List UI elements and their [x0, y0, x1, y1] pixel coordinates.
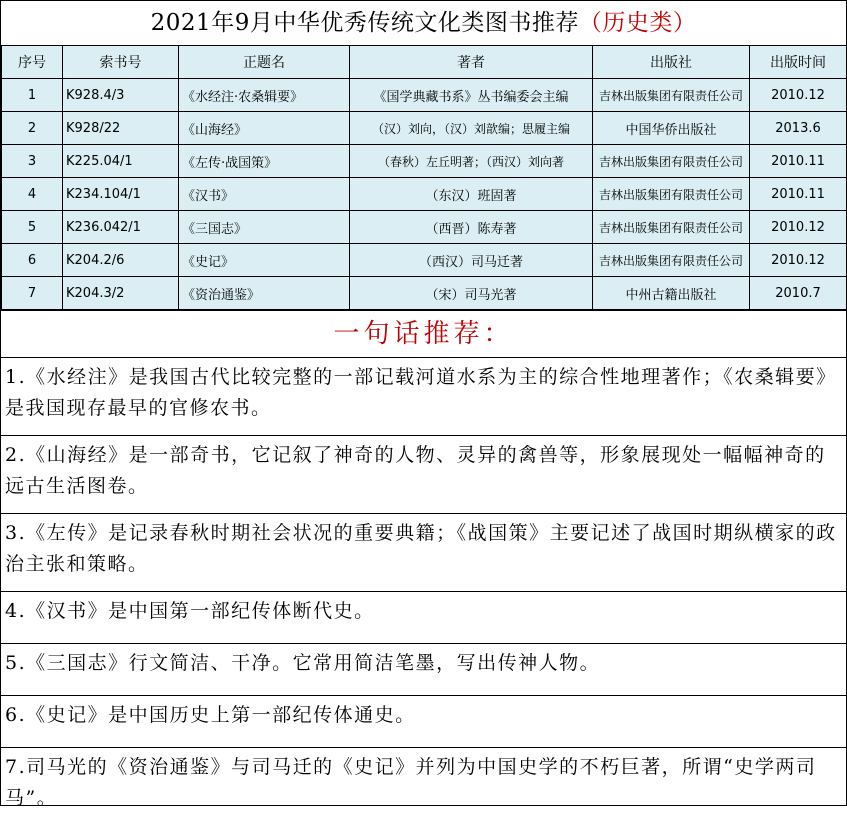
cell-title: 《水经注·农桑辑要》	[179, 79, 350, 112]
recommend-item: 7.司马光的《资治通鉴》与司马迁的《史记》并列为中国史学的不朽巨著，所谓“史学两司马”。	[5, 756, 817, 809]
cell-date: 2010.12	[750, 79, 847, 112]
cell-date: 2010.11	[750, 178, 847, 211]
cell-title: 《汉书》	[179, 178, 350, 211]
recommend-item: 2.《山海经》是一部奇书，它记叙了神奇的人物、灵异的禽兽等，形象展现处一幅幅神奇的远古生活图卷。	[1, 436, 846, 514]
cell-author: （西晋）陈寿著	[350, 211, 593, 244]
recommend-item: 5.《三国志》行文简洁、干净。它常用简洁笔墨，写出传神人物。	[1, 644, 846, 696]
cell-call-number: K928.4/3	[63, 79, 179, 112]
table-row	[2, 277, 847, 310]
cell-call-number: K236.042/1	[63, 211, 179, 244]
table-row	[2, 244, 847, 277]
cell-author: （宋）司马光著	[350, 277, 593, 310]
cell-publisher: 吉林出版集团有限责任公司	[593, 244, 750, 277]
cell-publisher: 吉林出版集团有限责任公司	[593, 178, 750, 211]
cell-call-number: K225.04/1	[63, 145, 179, 178]
recommend-item: 6.《史记》是中国历史上第一部纪传体通史。	[1, 696, 846, 748]
table-row	[2, 178, 847, 211]
cell-call-number: K928/22	[63, 112, 179, 145]
header-publisher: 出版社	[593, 46, 750, 79]
cell-author: （西汉）司马迁著	[350, 244, 593, 277]
title-main: 2021年9月中华优秀传统文化类图书推荐	[150, 10, 579, 36]
cell-call-number: K204.2/6	[63, 244, 179, 277]
cell-publisher: 中州古籍出版社	[593, 277, 750, 310]
cell-call-number: K234.104/1	[63, 178, 179, 211]
header-index: 序号	[2, 46, 63, 79]
cell-date: 2010.7	[750, 277, 847, 310]
cell-date: 2010.12	[750, 244, 847, 277]
cell-index: 3	[2, 145, 63, 178]
cell-index: 7	[2, 277, 63, 310]
cell-publisher: 中国华侨出版社	[593, 112, 750, 145]
cell-title: 《史记》	[179, 244, 350, 277]
book-table	[1, 45, 847, 310]
cell-title: 《资治通鉴》	[179, 277, 350, 310]
table-header-row	[2, 46, 847, 79]
cell-publisher: 吉林出版集团有限责任公司	[593, 211, 750, 244]
cell-index: 2	[2, 112, 63, 145]
cell-index: 6	[2, 244, 63, 277]
page-title	[1, 1, 846, 45]
cell-author: （东汉）班固著	[350, 178, 593, 211]
cell-date: 2013.6	[750, 112, 847, 145]
cell-title: 《左传·战国策》	[179, 145, 350, 178]
header-title: 正题名	[179, 46, 350, 79]
cell-author: 《国学典藏书系》丛书编委会主编	[350, 79, 593, 112]
cell-date: 2010.11	[750, 145, 847, 178]
table-row	[2, 79, 847, 112]
header-date: 出版时间	[750, 46, 847, 79]
cell-title: 《山海经》	[179, 112, 350, 145]
table-row	[2, 145, 847, 178]
cell-date: 2010.12	[750, 211, 847, 244]
cell-title: 《三国志》	[179, 211, 350, 244]
title-category: （历史类）	[578, 10, 697, 36]
cell-author: （春秋）左丘明著；（西汉）刘向著	[350, 145, 593, 178]
table-row	[2, 112, 847, 145]
cell-author: （汉）刘向，（汉）刘歆编；思履主编	[350, 112, 593, 145]
recommend-item: 4.《汉书》是中国第一部纪传体断代史。	[1, 592, 846, 644]
cell-publisher: 吉林出版集团有限责任公司	[593, 145, 750, 178]
recommend-heading: 一句话推荐：	[1, 310, 846, 358]
header-call-number: 索书号	[63, 46, 179, 79]
cell-index: 1	[2, 79, 63, 112]
recommend-item: 3.《左传》是记录春秋时期社会状况的重要典籍；《战国策》主要记述了战国时期纵横家的政治主张和策略。	[1, 514, 846, 592]
cell-index: 5	[2, 211, 63, 244]
header-author: 著者	[350, 46, 593, 79]
recommend-item: 1.《水经注》是我国古代比较完整的一部记载河道水系为主的综合性地理著作；《农桑辑要》是我国现存最早的官修农书。	[1, 358, 846, 436]
cell-publisher: 吉林出版集团有限责任公司	[593, 79, 750, 112]
cell-index: 4	[2, 178, 63, 211]
cell-call-number: K204.3/2	[63, 277, 179, 310]
table-row	[2, 211, 847, 244]
